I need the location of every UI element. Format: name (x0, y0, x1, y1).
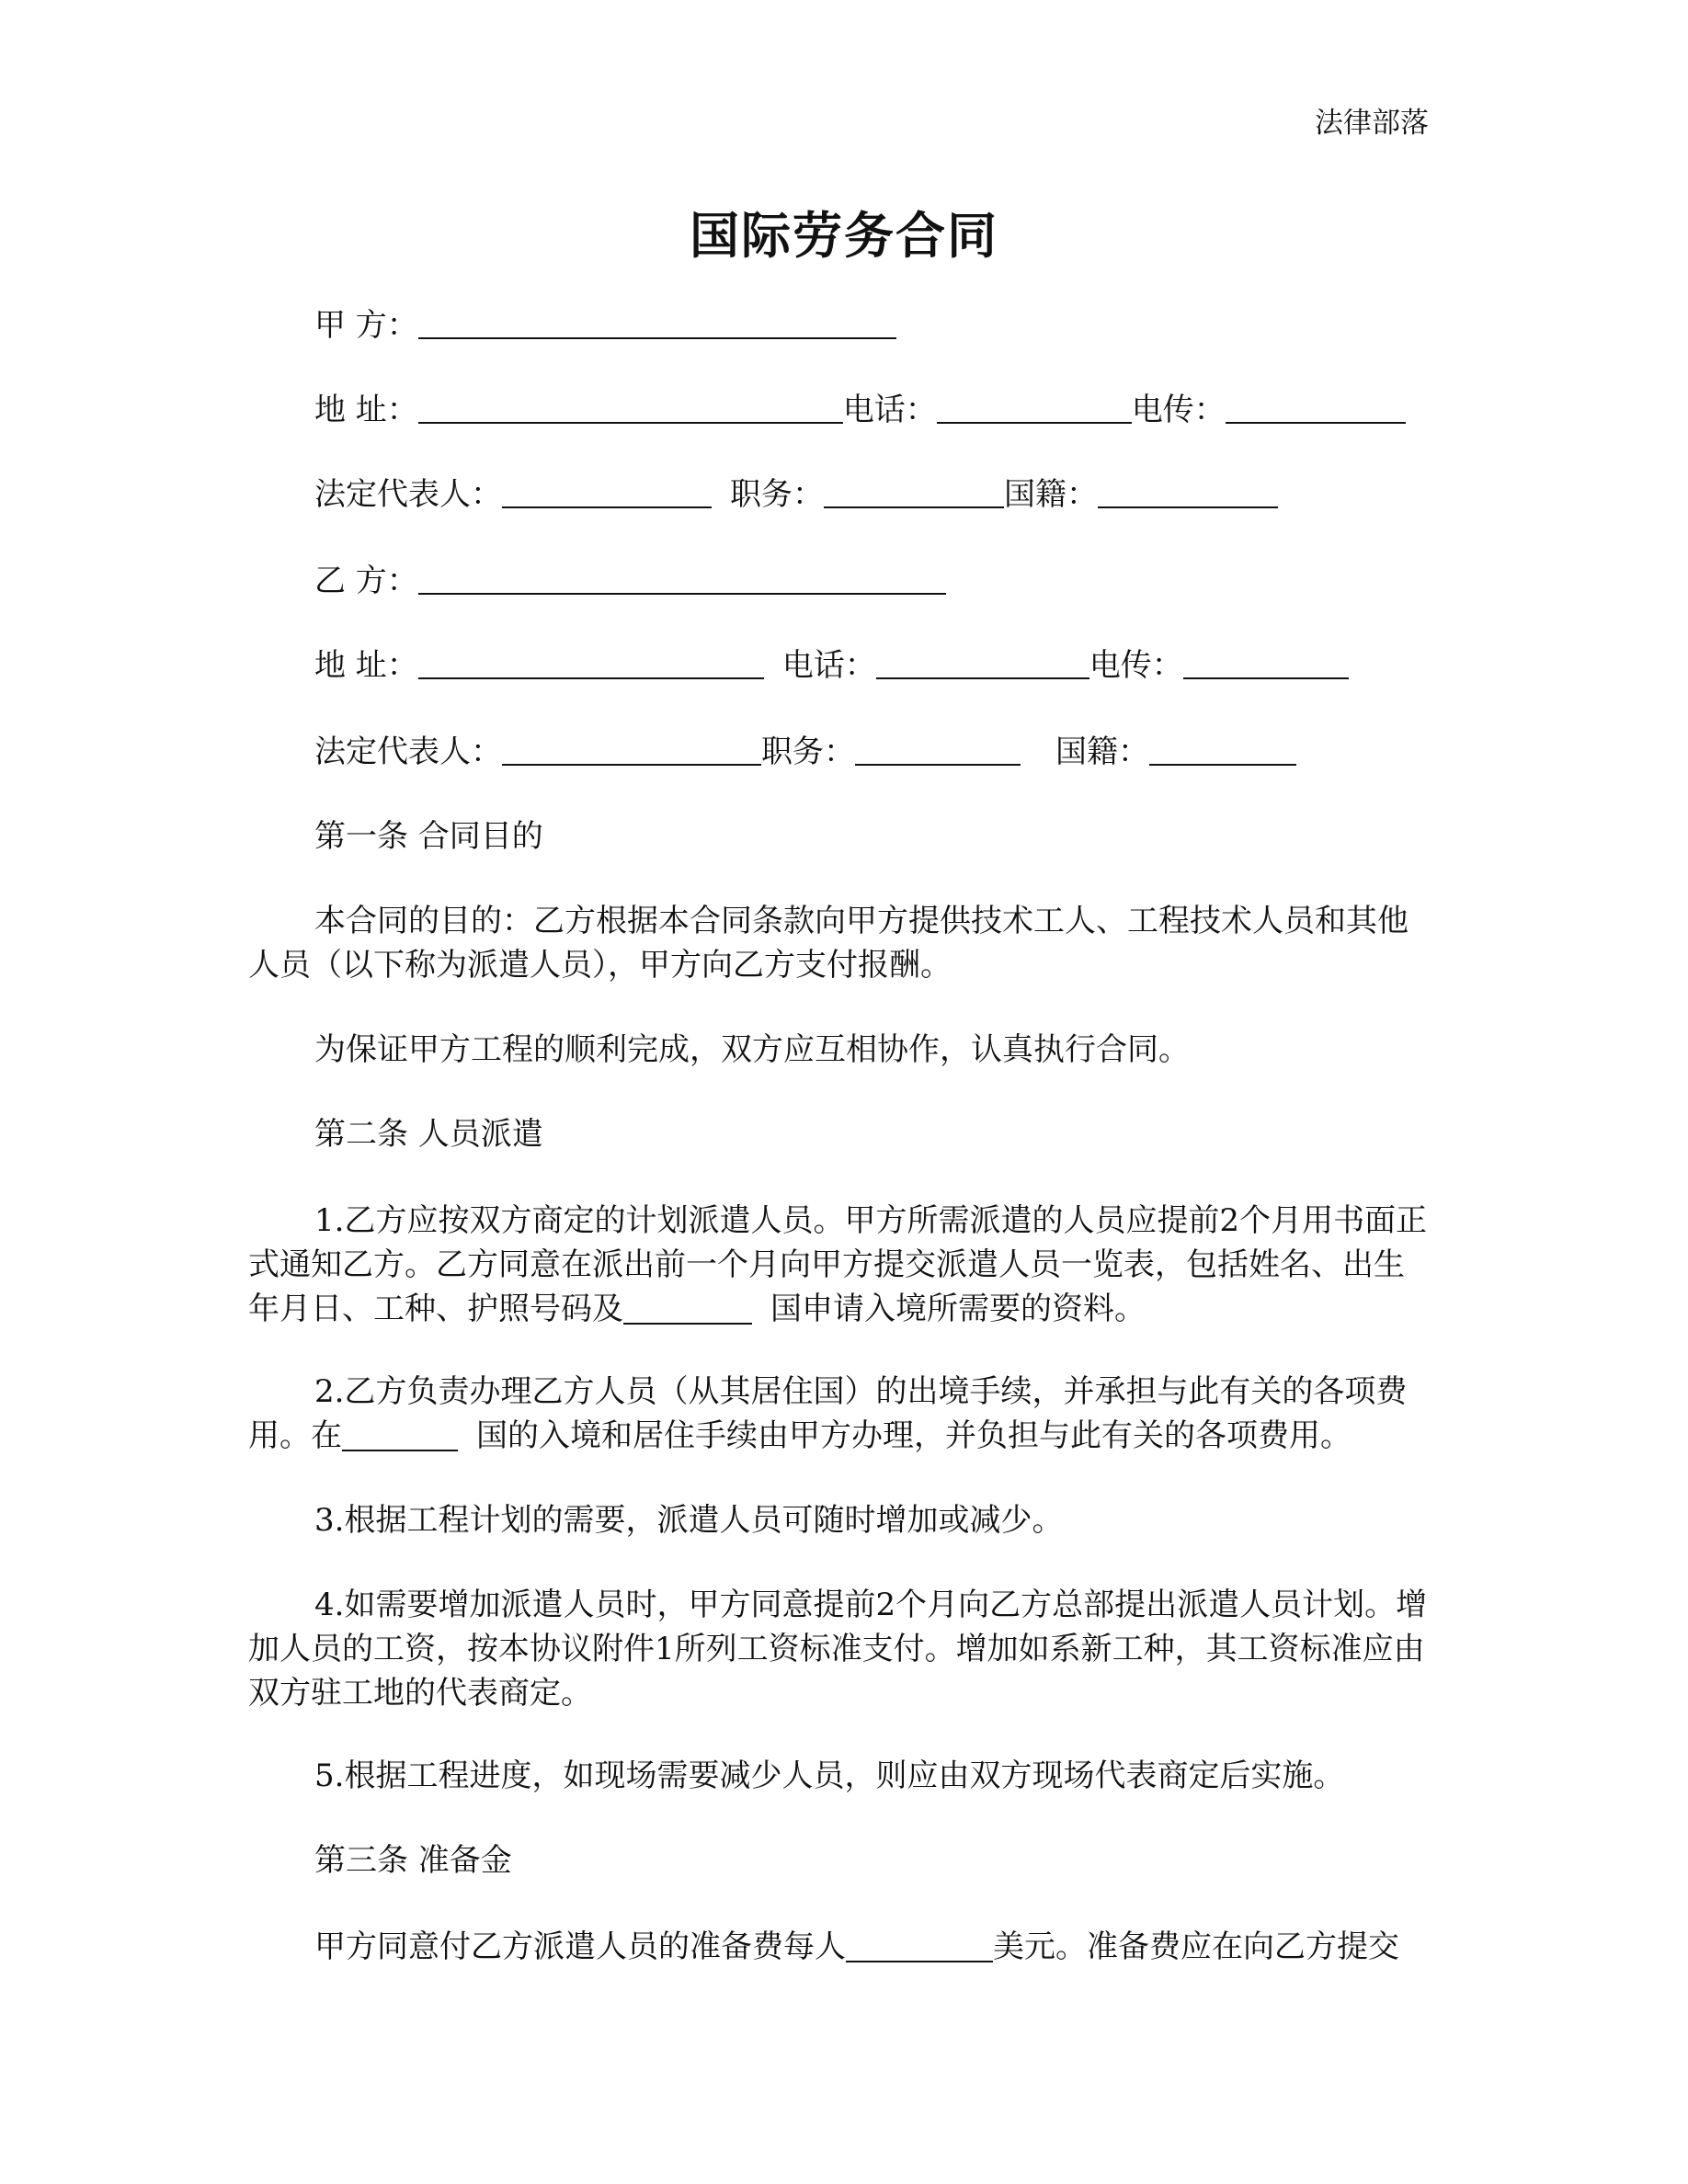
party-a-address-label: 地 址： (314, 392, 418, 428)
party-b-phone-label: 电话： (781, 647, 876, 684)
article-3-paragraph-1 (248, 1925, 1434, 1969)
party-b-rep-row (314, 730, 1296, 774)
party-b-fax-blank[interactable] (1183, 644, 1349, 679)
party-a-name-label: 甲 方： (314, 307, 418, 344)
article-2-item-4: 4.如需要增加派遣人员时，甲方同意提前2个月向乙方总部提出派遣人员计划。增加人员的工资，按本协议附件1所列工资标准支付。增加如系新工种，其工资标准应由双方驻工地的代表商定。 (248, 1587, 1428, 1712)
party-b-name-blank[interactable] (418, 560, 946, 595)
article-2-item-1-text-b: 国申请入境所需要的资料。 (770, 1291, 1146, 1327)
article-2-item-1-text-a: 1.乙方应按双方商定的计划派遣人员。甲方所需派遣的人员应提前2个月用书面正式通知乙方。乙方同意在派出前一个月向甲方提交派遣人员一览表，包括姓名、出生年月日、工种、护照号码及 (248, 1202, 1428, 1327)
party-a-rep-row (314, 472, 1278, 517)
article-2-item-2-text-b: 国的入境和居住手续由甲方办理，并负担与此有关的各项费用。 (476, 1417, 1352, 1454)
article-2-item-2-country-blank[interactable] (342, 1418, 458, 1451)
party-a-address-blank[interactable] (418, 389, 843, 424)
article-2-item-5: 5.根据工程进度，如现场需要减少人员，则应由双方现场代表商定后实施。 (314, 1757, 1345, 1794)
article-1-paragraph-2: 为保证甲方工程的顺利完成，双方应互相协作，认真执行合同。 (314, 1031, 1190, 1068)
party-a-position-blank[interactable] (824, 473, 1004, 508)
party-b-address-row (314, 643, 1349, 688)
party-a-phone-label: 电话： (842, 392, 937, 428)
party-b-rep-label: 法定代表人： (314, 734, 502, 770)
article-2-item-1-country-blank[interactable] (623, 1291, 752, 1325)
party-a-fax-label: 电传： (1131, 392, 1226, 428)
party-a-rep-label: 法定代表人： (314, 476, 502, 513)
article-3-text-a: 甲方同意付乙方派遣人员的准备费每人 (314, 1928, 846, 1965)
party-b-address-blank[interactable] (418, 644, 764, 679)
party-a-phone-blank[interactable] (937, 389, 1132, 424)
party-a-rep-blank[interactable] (502, 473, 712, 508)
party-b-fax-label: 电传： (1089, 647, 1183, 684)
article-2-item-2-text-a: 2.乙方负责办理乙方人员（从其居住国）的出境手续，并承担与此有关的各项费用。在 (248, 1373, 1408, 1454)
party-a-nationality-blank[interactable] (1098, 473, 1278, 508)
article-2-heading: 第二条 人员派遣 (314, 1116, 543, 1153)
article-1-heading: 第一条 合同目的 (314, 818, 543, 855)
article-2-item-1 (248, 1199, 1434, 1331)
article-3-heading: 第三条 准备金 (314, 1842, 512, 1879)
party-b-nationality-label: 国籍： (1055, 734, 1149, 770)
party-b-name-label: 乙 方： (314, 563, 418, 599)
article-1-paragraph-1: 本合同的目的：乙方根据本合同条款向甲方提供技术工人、工程技术人员和其他人员（以下称为派遣人员），甲方向乙方支付报酬。 (248, 903, 1409, 984)
party-a-nationality-label: 国籍： (1004, 476, 1098, 513)
article-2-item-3: 3.根据工程计划的需要，派遣人员可随时增加或减少。 (314, 1502, 1064, 1539)
article-3-amount-blank[interactable] (846, 1929, 993, 1962)
party-b-phone-blank[interactable] (876, 644, 1089, 679)
party-a-address-row (314, 388, 1406, 432)
article-3-text-b: 美元。准备费应在向乙方提交 (993, 1928, 1399, 1965)
party-b-name-row (314, 559, 946, 603)
party-a-fax-blank[interactable] (1226, 389, 1406, 424)
party-b-nationality-blank[interactable] (1149, 731, 1296, 766)
party-b-address-label: 地 址： (314, 647, 418, 684)
party-a-name-row (314, 303, 896, 347)
article-2-item-2 (248, 1370, 1434, 1458)
party-b-position-blank[interactable] (855, 731, 1021, 766)
header-tag: 法律部落 (1315, 107, 1429, 140)
party-b-rep-blank[interactable] (502, 731, 761, 766)
party-a-name-blank[interactable] (418, 304, 896, 339)
document-title: 国际劳务合同 (690, 206, 998, 265)
party-b-position-label: 职务： (761, 734, 855, 770)
party-a-position-label: 职务： (730, 476, 824, 513)
